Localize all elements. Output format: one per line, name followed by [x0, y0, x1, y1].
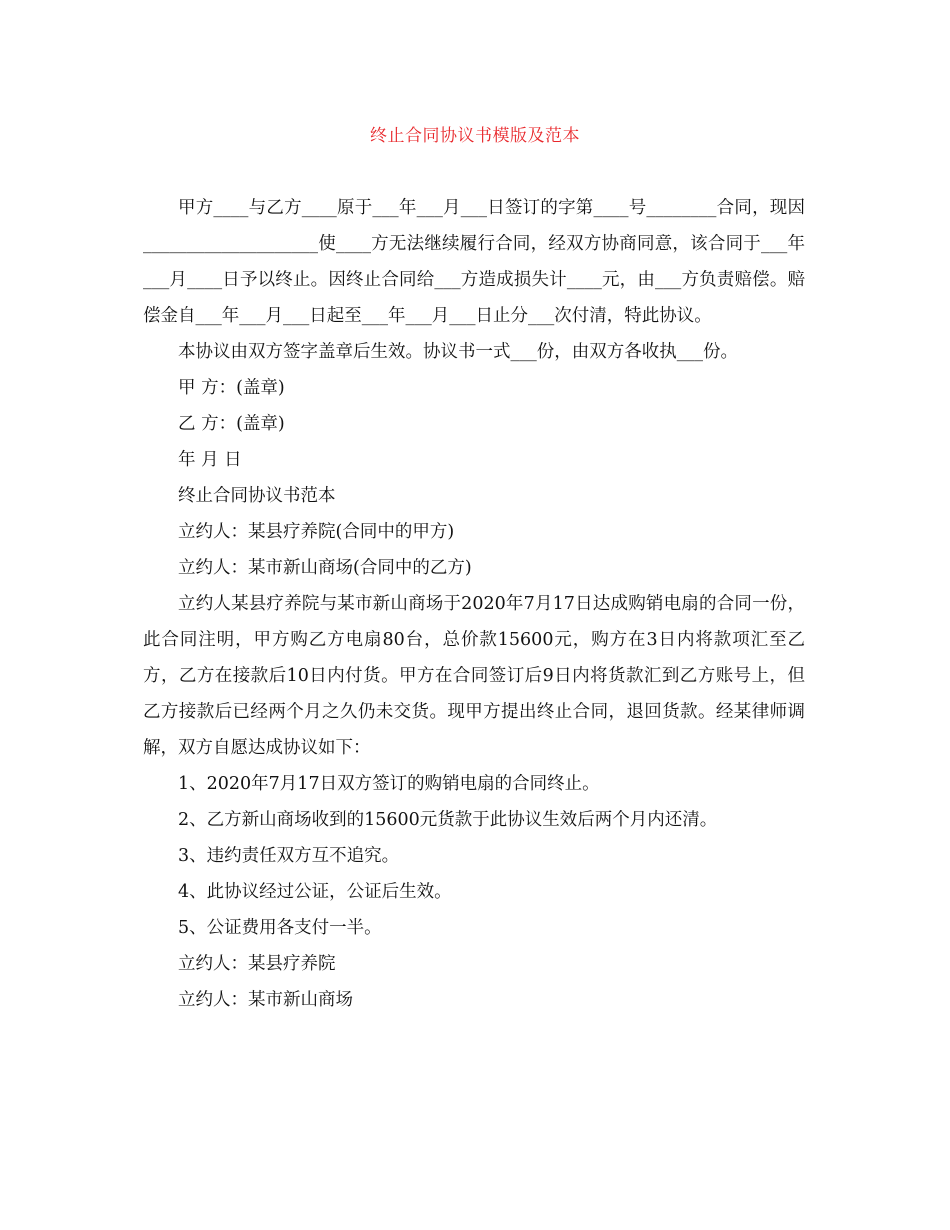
document-title: 终止合同协议书模版及范本	[370, 126, 580, 146]
paragraph-effective-clause: 本协议由双方签字盖章后生效。协议书一式___份，由双方各收执___份。	[178, 342, 738, 362]
clause-3: 3、违约责任双方互不追究。	[178, 846, 400, 866]
contractor-b-line: 立约人：某市新山商场(合同中的乙方)	[178, 558, 472, 578]
paragraph-background: 立约人某县疗养院与某市新山商场于2020年7月17日达成购销电扇的合同一份，此合同注明，甲方购乙方电扇80台，总价款15600元，购方在3日内将款项汇至乙方，乙方在接款后10日内付货。甲方在合同签订后9日内将货款汇到乙方账号上，但乙方接款后已经两个月之久仍未交货。现甲方提出终止合同，退回货款。经某律师调解，双方自愿达成协议如下：	[143, 594, 805, 758]
contractor-a-line: 立约人：某县疗养院(合同中的甲方)	[178, 522, 455, 542]
signatory-b-line: 立约人：某市新山商场	[178, 990, 353, 1010]
clause-4: 4、此协议经过公证，公证后生效。	[178, 882, 452, 902]
paragraph-termination-terms: 甲方____与乙方____原于___年___月___日签订的字第____号________合同，现因____________________使____方无法继续履行合同，经双方协商同意，该合同于___年___月____日予以终止。因终止合同给___方造成损失计____元，由___方负责赔偿。赔偿金自___年___月___日起至___年___月___日止分___次付清，特此协议。	[143, 198, 805, 326]
party-b-seal-line: 乙 方：(盖章)	[178, 414, 285, 434]
signatory-a-line: 立约人：某县疗养院	[178, 954, 336, 974]
document-body	[143, 190, 805, 1018]
sample-heading: 终止合同协议书范本	[178, 486, 336, 506]
clause-5: 5、公证费用各支付一半。	[178, 918, 382, 938]
party-a-seal-line: 甲 方：(盖章)	[178, 378, 285, 398]
clause-1: 1、2020年7月17日双方签订的购销电扇的合同终止。	[178, 774, 600, 794]
clause-2: 2、乙方新山商场收到的15600元货款于此协议生效后两个月内还清。	[178, 810, 718, 830]
date-line: 年 月 日	[178, 450, 242, 470]
